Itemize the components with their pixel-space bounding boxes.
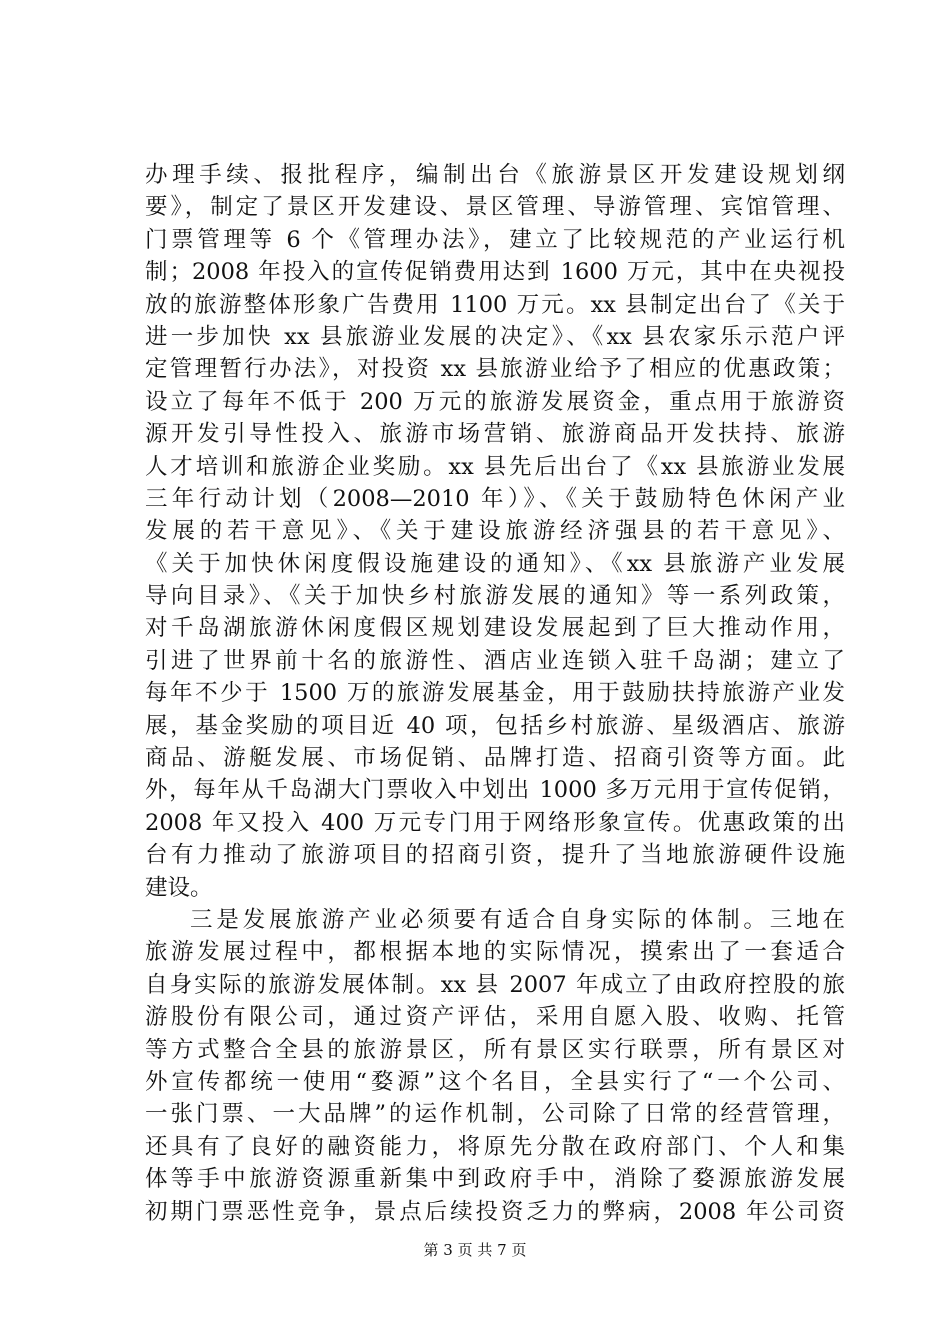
paragraph [145, 159, 845, 904]
text-line: 对千岛湖旅游休闲度假区规划建设发展起到了巨大推动作用， [145, 615, 845, 642]
text-line: 还具有了良好的融资能力，将原先分散在政府部门、个人和集 [145, 1133, 845, 1160]
text-line: 《关于加快休闲度假设施建设的通知》、《xx 县旅游产业发展 [145, 550, 845, 577]
text-line: 进一步加快 xx 县旅游业发展的决定》、《xx 县农家乐示范户评 [145, 323, 845, 350]
text-line: 旅游发展过程中，都根据本地的实际情况，摸索出了一套适合 [145, 939, 845, 966]
text-line: 设立了每年不低于 200 万元的旅游发展资金，重点用于旅游资 [145, 388, 845, 415]
text-line: 展，基金奖励的项目近 40 项，包括乡村旅游、星级酒店、旅游 [145, 712, 845, 739]
text-line: 台有力推动了旅游项目的招商引资，提升了当地旅游硬件设施 [145, 842, 845, 869]
text-line: 商品、游艇发展、市场促销、品牌打造、招商引资等方面。此 [145, 745, 845, 772]
text-line: 要》，制定了景区开发建设、景区管理、导游管理、宾馆管理、 [145, 194, 845, 221]
text-line: 发展的若干意见》、《关于建设旅游经济强县的若干意见》、 [145, 518, 845, 545]
text-line: 体等手中旅游资源重新集中到政府手中，消除了婺源旅游发展 [145, 1166, 845, 1193]
text-line: 游股份有限公司，通过资产评估，采用自愿入股、收购、托管 [145, 1004, 845, 1031]
text-line: 人才培训和旅游企业奖励。xx 县先后出台了《xx 县旅游业发展 [145, 453, 845, 480]
text-line: 三年行动计划（2008—2010 年）》、《关于鼓励特色休闲产业 [145, 485, 845, 512]
text-line: 每年不少于 1500 万的旅游发展基金，用于鼓励扶持旅游产业发 [145, 680, 845, 707]
text-line: 引进了世界前十名的旅游性、酒店业连锁入驻千岛湖；建立了 [145, 647, 845, 674]
text-line: 2008 年又投入 400 万元专门用于网络形象宣传。优惠政策的出 [145, 809, 845, 836]
text-line: 办理手续、报批程序，编制出台《旅游景区开发建设规划纲 [145, 162, 845, 188]
text-line: 导向目录》、《关于加快乡村旅游发展的通知》等一系列政策， [145, 583, 845, 610]
text-line: 三是发展旅游产业必须要有适合自身实际的体制。三地在 [190, 906, 845, 933]
text-line: 等方式整合全县的旅游景区，所有景区实行联票，所有景区对 [145, 1036, 845, 1063]
text-line: 建设。 [145, 874, 213, 901]
paragraph [145, 904, 845, 1228]
page-footer: 第 3 页 共 7 页 [423, 1241, 527, 1259]
text-line: 门票管理等 6 个《管理办法》，建立了比较规范的产业运行机 [145, 226, 845, 253]
text-line: 制；2008 年投入的宣传促销费用达到 1600 万元，其中在央视投 [145, 259, 845, 286]
body-text [145, 159, 845, 1228]
text-line: 放的旅游整体形象广告费用 1100 万元。xx 县制定出台了《关于 [145, 291, 845, 318]
text-line: 初期门票恶性竞争，景点后续投资乏力的弊病，2008 年公司资 [145, 1198, 845, 1225]
text-line: 源开发引导性投入、旅游市场营销、旅游商品开发扶持、旅游 [145, 421, 845, 448]
text-line: 外宣传都统一使用“婺源”这个名目，全县实行了“一个公司、 [145, 1068, 845, 1095]
text-line: 外，每年从千岛湖大门票收入中划出 1000 多万元用于宣传促销， [145, 777, 845, 804]
text-line: 定管理暂行办法》，对投资 xx 县旅游业给予了相应的优惠政策； [145, 356, 845, 383]
text-line: 一张门票、一大品牌”的运作机制，公司除了日常的经营管理， [145, 1101, 845, 1128]
text-line: 自身实际的旅游发展体制。xx 县 2007 年成立了由政府控股的旅 [145, 971, 845, 998]
